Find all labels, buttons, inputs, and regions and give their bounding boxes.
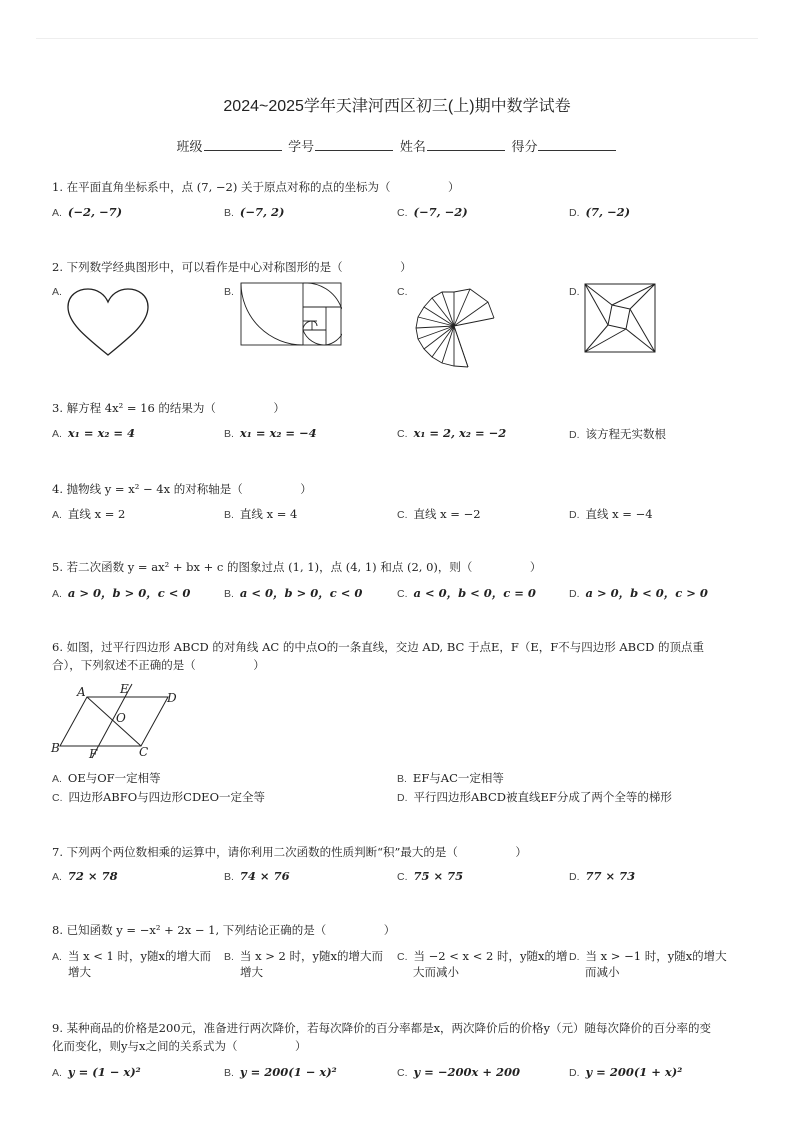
label-A: A	[77, 685, 86, 699]
question-7-stem: 7. 下列两个两位数相乘的运算中，请你利用二次函数的性质判断“积”最大的是（ ）	[52, 845, 527, 859]
q5-option-d[interactable]: D. a > 0，b < 0，c > 0	[569, 586, 708, 600]
q4-option-a[interactable]: A. 直线 x = 2	[52, 507, 126, 521]
q9-option-a[interactable]: A. y = (1 − x)²	[52, 1065, 141, 1079]
q3-option-c[interactable]: C. x₁ = 2, x₂ = −2	[397, 426, 507, 440]
q1-option-c[interactable]: C. (−7, −2)	[397, 205, 468, 219]
label-B: B	[51, 741, 60, 755]
question-6-stem-line1: 6. 如图，过平行四边形 ABCD 的对角线 AC 的中点O的一条直线，交边 AD, BC 于点E，F（E，F不与四边形 ABCD 的顶点重	[52, 640, 705, 654]
q8-option-a[interactable]: A. 当 x < 1 时，y随x的增大而 增大	[52, 949, 211, 979]
q2-option-b[interactable]: B.	[224, 286, 234, 298]
question-2-stem: 2. 下列数学经典图形中，可以看作是中心对称图形的是（ ）	[52, 260, 412, 274]
q7-option-c[interactable]: C. 75 × 75	[397, 869, 464, 883]
field-class-blank[interactable]	[204, 138, 282, 151]
top-divider	[36, 38, 758, 39]
q8-option-b[interactable]: B. 当 x > 2 时，y随x的增大而 增大	[224, 949, 383, 979]
q5-option-a[interactable]: A. a > 0，b > 0，c < 0	[52, 586, 191, 600]
q3-option-a[interactable]: A. x₁ = x₂ = 4	[52, 426, 135, 440]
fan-spiral-figure	[412, 282, 498, 370]
q1-option-a[interactable]: A. (−2, −7)	[52, 205, 123, 219]
field-class-label: 班级	[176, 139, 203, 154]
q9-option-d[interactable]: D. y = 200(1 + x)²	[569, 1065, 683, 1079]
question-1-stem: 1. 在平面直角坐标系中，点 (7, −2) 关于原点对称的点的坐标为（ ）	[52, 180, 460, 194]
field-score-label: 得分	[511, 139, 538, 154]
q5-option-c[interactable]: C. a < 0，b < 0，c = 0	[397, 586, 536, 600]
student-info-fields	[0, 136, 794, 155]
question-9-stem-line1: 9. 某种商品的价格是200元，准备进行两次降价，若每次降价的百分率都是x，两次降价后的价格y（元）随每次降价的百分率的变	[52, 1021, 712, 1035]
q4-option-c[interactable]: C. 直线 x = −2	[397, 507, 481, 521]
question-5-stem: 5. 若二次函数 y = ax² + bx + c 的图象过点 (1, 1)，点 (4, 1) 和点 (2, 0)，则（ ）	[52, 560, 542, 574]
parallelogram-figure	[50, 682, 180, 766]
q2-option-d[interactable]: D.	[569, 286, 580, 298]
q7-option-d[interactable]: D. 77 × 73	[569, 869, 636, 883]
q3-option-d[interactable]: D. 该方程无实数根	[569, 427, 666, 441]
q5-option-b[interactable]: B. a < 0，b > 0，c < 0	[224, 586, 363, 600]
q4-option-b[interactable]: B. 直线 x = 4	[224, 507, 298, 521]
q6-option-c[interactable]: C. 四边形ABFO与四边形CDEO一定全等	[52, 790, 266, 804]
question-3-stem: 3. 解方程 4x² = 16 的结果为（ ）	[52, 401, 285, 415]
q9-option-c[interactable]: C. y = −200x + 200	[397, 1065, 520, 1079]
q8-option-d[interactable]: D. 当 x > −1 时，y随x的增大 而减小	[569, 949, 727, 979]
label-F: F	[89, 747, 98, 761]
q7-option-b[interactable]: B. 74 × 76	[224, 869, 290, 883]
q4-option-d[interactable]: D. 直线 x = −4	[569, 507, 653, 521]
field-id-blank[interactable]	[315, 138, 393, 151]
question-9-stem-line2: 化而变化，则y与x之间的关系式为（ ）	[52, 1039, 307, 1053]
label-E: E	[120, 682, 129, 696]
pinwheel-square-figure	[584, 283, 656, 353]
q1-option-d[interactable]: D. (7, −2)	[569, 205, 631, 219]
page-title: 2024~2025学年天津河西区初三(上)期中数学试卷	[223, 98, 571, 115]
q6-option-d[interactable]: D. 平行四边形ABCD被直线EF分成了两个全等的梯形	[397, 790, 672, 804]
label-C: C	[139, 745, 149, 759]
q3-option-b[interactable]: B. x₁ = x₂ = −4	[224, 426, 317, 440]
field-id-label: 学号	[288, 139, 315, 154]
question-4-stem: 4. 抛物线 y = x² − 4x 的对称轴是（ ）	[52, 482, 312, 496]
heart-figure	[66, 287, 150, 359]
question-6-stem-line2: 合），下列叙述不正确的是（ ）	[52, 658, 265, 672]
q1-option-b[interactable]: B. (−7, 2)	[224, 205, 285, 219]
field-score-blank[interactable]	[538, 138, 616, 151]
q9-option-b[interactable]: B. y = 200(1 − x)²	[224, 1065, 337, 1079]
q2-option-a[interactable]: A.	[52, 286, 62, 298]
field-name-label: 姓名	[399, 139, 426, 154]
question-8-stem: 8. 已知函数 y = −x² + 2x − 1, 下列结论正确的是（ ）	[52, 923, 396, 937]
q8-option-c[interactable]: C. 当 −2 < x < 2 时，y随x的增 大而减小	[397, 949, 568, 979]
q7-option-a[interactable]: A. 72 × 78	[52, 869, 118, 883]
q2-option-c[interactable]: C.	[397, 286, 408, 298]
label-O: O	[116, 711, 126, 725]
q6-option-a[interactable]: A. OE与OF一定相等	[52, 771, 161, 785]
label-D: D	[167, 691, 177, 705]
field-name-blank[interactable]	[427, 138, 505, 151]
golden-spiral-figure	[240, 282, 342, 346]
q6-option-b[interactable]: B. EF与AC一定相等	[397, 771, 504, 785]
